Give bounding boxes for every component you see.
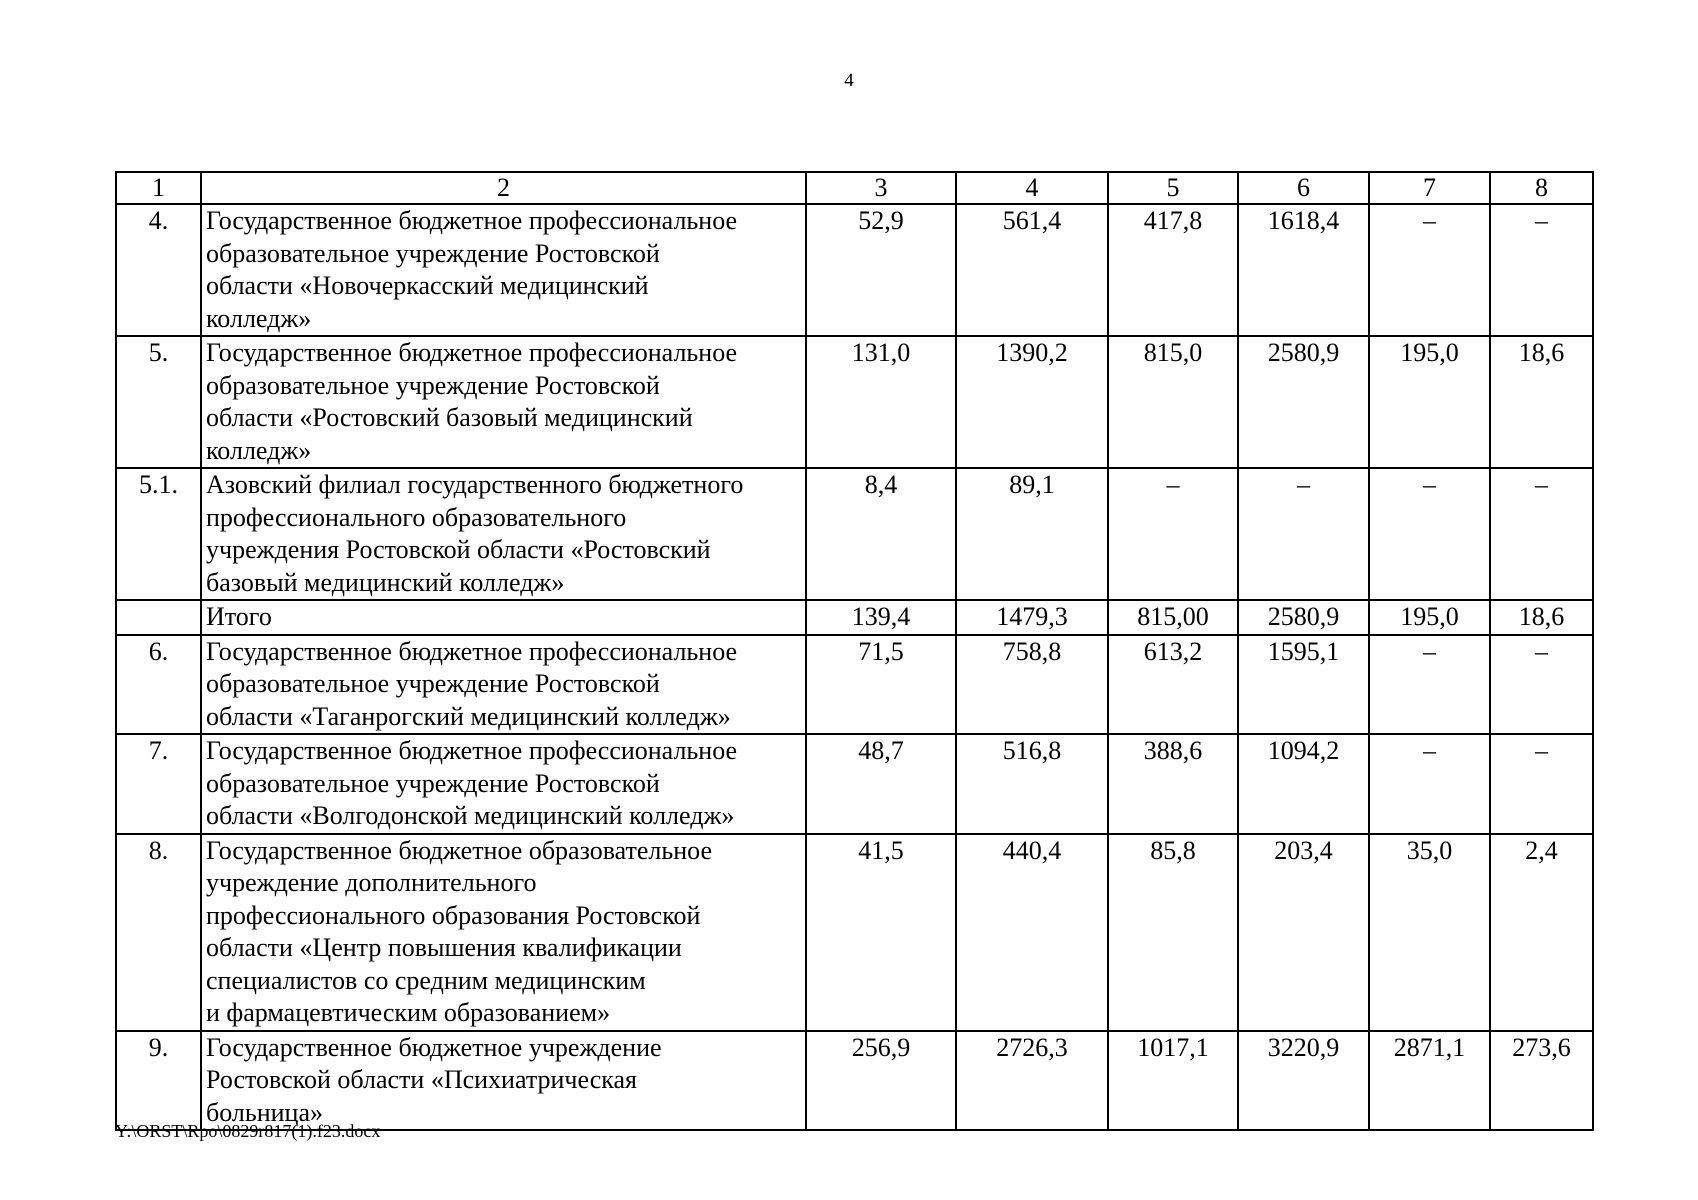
value-cell-col-5: 815,00 (1108, 600, 1238, 635)
header-cell: 7 (1369, 172, 1490, 204)
institution-name-cell (201, 336, 806, 468)
value-cell-col-7: – (1369, 468, 1490, 600)
institution-name-line: профессионального образования Ростовской (206, 900, 701, 930)
institution-name-line: области «Центр повышения квалификации (206, 933, 682, 962)
institution-name-line: Государственное бюджетное профессиональное (206, 736, 738, 765)
header-cell: 6 (1238, 172, 1369, 204)
institution-name-line: области «Таганрогский медицинский колледж» (206, 701, 731, 731)
institution-name-cell (201, 600, 806, 635)
value-cell-col-3: 256,9 (806, 1031, 956, 1131)
table-row (116, 635, 1593, 735)
institution-name-line: учреждения Ростовской области «Ростовский (206, 535, 711, 564)
row-number-cell: 6. (116, 635, 201, 735)
footer-file-path: Y:\ORST\Rpo\0829r817(1).f23.docx (115, 1121, 381, 1141)
institution-name-line: учреждение дополнительного (206, 868, 537, 897)
value-cell-col-6: – (1238, 468, 1369, 600)
row-number-cell: 9. (116, 1031, 201, 1131)
institution-name-line: колледж» (206, 303, 312, 333)
value-cell-col-8: – (1490, 734, 1593, 834)
value-cell-col-3: 139,4 (806, 600, 956, 635)
value-cell-col-5: – (1108, 468, 1238, 600)
row-number-cell: 8. (116, 834, 201, 1031)
table-row (116, 204, 1593, 336)
value-cell-col-3: 8,4 (806, 468, 956, 600)
header-cell: 3 (806, 172, 956, 204)
value-cell-col-6: 2580,9 (1238, 600, 1369, 635)
value-cell-col-5: 613,2 (1108, 635, 1238, 735)
table-row (116, 834, 1593, 1031)
value-cell-col-8: 18,6 (1490, 336, 1593, 468)
value-cell-col-7: – (1369, 204, 1490, 336)
value-cell-col-5: 388,6 (1108, 734, 1238, 834)
header-cell: 1 (116, 172, 201, 204)
value-cell-col-5: 1017,1 (1108, 1031, 1238, 1131)
institution-name-line: Итого (206, 602, 272, 631)
value-cell-col-3: 71,5 (806, 635, 956, 735)
value-cell-col-8: – (1490, 635, 1593, 735)
value-cell-col-5: 85,8 (1108, 834, 1238, 1031)
row-number-cell: 7. (116, 734, 201, 834)
value-cell-col-4: 440,4 (956, 834, 1108, 1031)
value-cell-col-4: 1479,3 (956, 600, 1108, 635)
institution-name-line: колледж» (206, 435, 312, 465)
value-cell-col-5: 815,0 (1108, 336, 1238, 468)
header-cell: 4 (956, 172, 1108, 204)
value-cell-col-7: – (1369, 734, 1490, 834)
value-cell-col-5: 417,8 (1108, 204, 1238, 336)
institution-name-line: и фармацевтическим образованием» (206, 998, 611, 1027)
institution-name-line: Азовский филиал государственного бюджетного (206, 470, 744, 499)
institution-name-line: специалистов со средним медицинским (206, 965, 646, 995)
value-cell-col-7: 2871,1 (1369, 1031, 1490, 1131)
institution-name-line: образовательное учреждение Ростовской (206, 238, 660, 268)
institution-name-cell (201, 204, 806, 336)
header-cell: 2 (201, 172, 806, 204)
header-cell: 5 (1108, 172, 1238, 204)
table-row (116, 600, 1593, 635)
table-row (116, 734, 1593, 834)
value-cell-col-8: – (1490, 204, 1593, 336)
value-cell-col-6: 2580,9 (1238, 336, 1369, 468)
value-cell-col-3: 48,7 (806, 734, 956, 834)
header-row (116, 172, 1593, 204)
value-cell-col-6: 1618,4 (1238, 204, 1369, 336)
value-cell-col-6: 1094,2 (1238, 734, 1369, 834)
value-cell-col-4: 1390,2 (956, 336, 1108, 468)
value-cell-col-4: 516,8 (956, 734, 1108, 834)
institution-name-line: Государственное бюджетное профессиональное (206, 338, 738, 367)
value-cell-col-8: 273,6 (1490, 1031, 1593, 1131)
value-cell-col-6: 3220,9 (1238, 1031, 1369, 1131)
row-number-cell: 5.1. (116, 468, 201, 600)
table-row (116, 1031, 1593, 1131)
row-number-cell: 4. (116, 204, 201, 336)
institution-name-line: больница» (206, 1097, 323, 1127)
institution-name-line: Государственное бюджетное профессиональное (206, 636, 738, 666)
table-row (116, 468, 1593, 600)
value-cell-col-4: 2726,3 (956, 1031, 1108, 1131)
data-table (115, 171, 1594, 1131)
value-cell-col-4: 758,8 (956, 635, 1108, 735)
row-number-cell (116, 600, 201, 635)
value-cell-col-3: 52,9 (806, 204, 956, 336)
institution-name-line: Государственное бюджетное образовательное (206, 835, 713, 865)
institution-name-line: области «Ростовский базовый медицинский (206, 403, 693, 432)
page-number: 4 (844, 70, 854, 91)
institution-name-line: Государственное бюджетное учреждение (206, 1032, 662, 1062)
table-row (116, 336, 1593, 468)
value-cell-col-6: 203,4 (1238, 834, 1369, 1031)
institution-name-cell (201, 468, 806, 600)
institution-name-line: образовательное учреждение Ростовской (206, 768, 660, 798)
value-cell-col-7: 195,0 (1369, 336, 1490, 468)
institution-name-line: образовательное учреждение Ростовской (206, 669, 660, 698)
institution-name-line: области «Новочеркасский медицинский (206, 271, 649, 300)
value-cell-col-6: 1595,1 (1238, 635, 1369, 735)
value-cell-col-3: 131,0 (806, 336, 956, 468)
institution-name-line: Ростовской области «Психиатрическая (206, 1065, 637, 1094)
value-cell-col-8: 2,4 (1490, 834, 1593, 1031)
institution-name-line: профессионального образовательного (206, 502, 627, 532)
row-number-cell: 5. (116, 336, 201, 468)
value-cell-col-7: 195,0 (1369, 600, 1490, 635)
value-cell-col-4: 89,1 (956, 468, 1108, 600)
institution-name-cell (201, 1031, 806, 1131)
institution-name-cell (201, 834, 806, 1031)
value-cell-col-8: – (1490, 468, 1593, 600)
value-cell-col-7: 35,0 (1369, 834, 1490, 1031)
institution-name-line: базовый медицинский колледж» (206, 567, 565, 597)
institution-name-line: Государственное бюджетное профессиональное (206, 206, 738, 235)
value-cell-col-3: 41,5 (806, 834, 956, 1031)
institution-name-line: области «Волгодонской медицинский колледж» (206, 801, 735, 830)
value-cell-col-7: – (1369, 635, 1490, 735)
institution-name-line: образовательное учреждение Ростовской (206, 370, 660, 400)
header-cell: 8 (1490, 172, 1593, 204)
institution-name-cell (201, 635, 806, 735)
value-cell-col-8: 18,6 (1490, 600, 1593, 635)
value-cell-col-4: 561,4 (956, 204, 1108, 336)
institution-name-cell (201, 734, 806, 834)
